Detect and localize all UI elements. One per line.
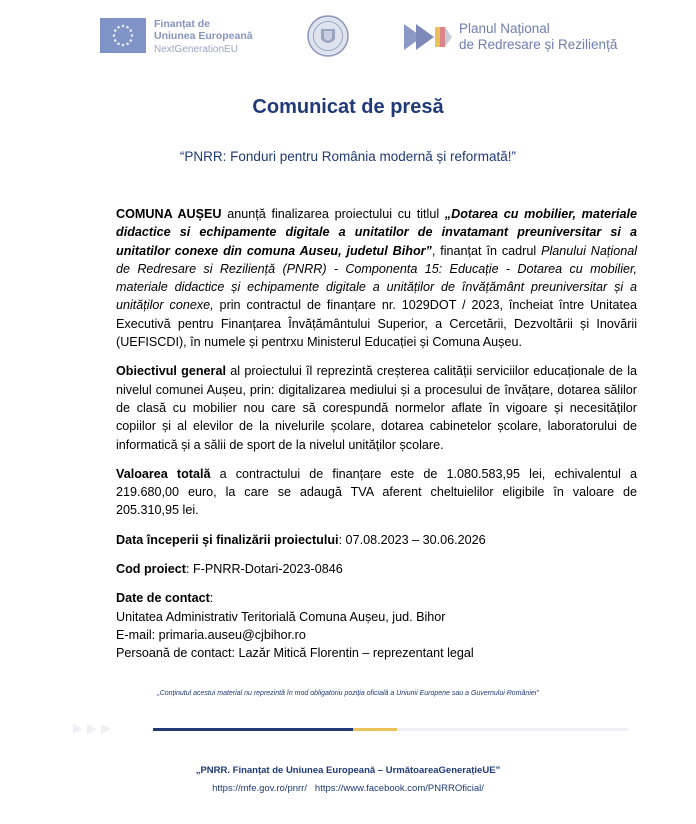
- government-crest-logo: [307, 14, 349, 58]
- code-line: [116, 560, 637, 578]
- value-text: a contractului de finanțare este de 1.080.583,95 lei, echivalentul a 219.680,00 euro, la care se adaugă TVA aferent cheltuielilor eligibile în valoare de 205.310,95 lei.: [116, 466, 637, 518]
- objective-paragraph: [116, 362, 637, 453]
- page-title: Comunicat de presă: [252, 96, 444, 118]
- dates-label: Data începerii și finalizării proiectului: [116, 532, 339, 547]
- press-release-body: [116, 205, 637, 663]
- intro-text-1: anunță finalizarea proiectului cu titlul: [221, 207, 445, 221]
- value-paragraph: [116, 465, 637, 520]
- objective-label: Obiectivul general: [116, 364, 226, 379]
- dates-line: [116, 531, 637, 549]
- intro-paragraph: [116, 205, 637, 351]
- footer-links[interactable]: https://mfe.gov.ro/pnrr/ https://www.facebook.com/PNRROficial/: [212, 783, 484, 794]
- pnrr-title-line1: Planul Național: [459, 21, 550, 36]
- contact-colon: :: [209, 591, 214, 606]
- project-title: „Dotarea cu mobilier, materiale didactice si echipamente digitale a unitatilor de invatamant preuniversitar si a unitatilor conexe din comuna Auseu, judetul Bihor”: [116, 207, 637, 258]
- contact-email: E-mail: primaria.auseu@cjbihor.ro: [116, 627, 306, 642]
- code-label: Cod proiect: [116, 562, 186, 577]
- eu-funded-line: Finanțat de: [154, 18, 211, 30]
- footer-slogan: „PNRR. Finanțat de Uniunea Europeană – UrmătoareaGenerațieUE”: [195, 765, 501, 776]
- contact-heading: [116, 589, 637, 607]
- eu-nextgen-line: NextGenerationEU: [154, 44, 238, 55]
- eu-flag-logo: [100, 18, 146, 53]
- eu-name-line: Uniunea Europeană: [154, 30, 253, 42]
- intro-text-2: , finanțat în cadrul: [431, 243, 542, 258]
- commune-name: COMUNA AUȘEU: [116, 207, 222, 221]
- disclaimer: „Conținutul acestui material nu reprezintă în mod obligatoriu poziția oficială a Uniunii Europene sau a Guvernului României”: [157, 690, 539, 697]
- pnrr-logo: [402, 22, 454, 52]
- page-subtitle: “PNRR: Fonduri pentru România modernă și reformată!”: [179, 149, 517, 164]
- code-value: : F-PNRR-Dotari-2023-0846: [185, 562, 343, 577]
- contact-label: Date de contact: [116, 591, 210, 606]
- objective-text: al proiectului îl reprezintă creșterea calității serviciilor educaționale de la nivelul comunei Aușeu, prin: digitalizarea mediului și a procesului de învățare, dotarea sălilor de clasă cu mobilier nou care să corespundă normelor aflate în vigoare și necesităților copiilor și al elevilor de la nivelurile școlare, dotarea cabinetelor școlare, laboratorului de informatică și a sălii de sport de la nivelul unităților școlare.: [116, 364, 637, 452]
- value-label: Valoarea totală: [116, 466, 211, 481]
- footer-decorative-bar: [73, 722, 628, 736]
- contact-institution: Unitatea Administrativ Teritorială Comuna Aușeu, jud. Bihor: [116, 609, 446, 624]
- contact-person: Persoană de contact: Lazăr Mitică Florentin – reprezentant legal: [116, 646, 474, 661]
- intro-text-3: prin contractul de finanțare nr. 1029DOT / 2023, încheiat între Unitatea Executivă pentru Finanțarea Învățământului Superior, a Cercetării, Dezvoltării și Inovării (UEFISCDI), în numele și pentrxu Ministerul Educației și Comuna Aușeu.: [116, 298, 637, 350]
- program-name: Planului Național de Redresare si Reziliență (PNRR) - Componenta 15: Educație - Dotarea cu mobilier, materiale didactice și echipamente digitale a unităților de învățământ preuniversitar și a unităților conexe,: [116, 243, 637, 313]
- dates-value: : 07.08.2023 – 30.06.2026: [338, 532, 486, 547]
- pnrr-title-line2: de Redresare și Reziliență: [459, 37, 618, 52]
